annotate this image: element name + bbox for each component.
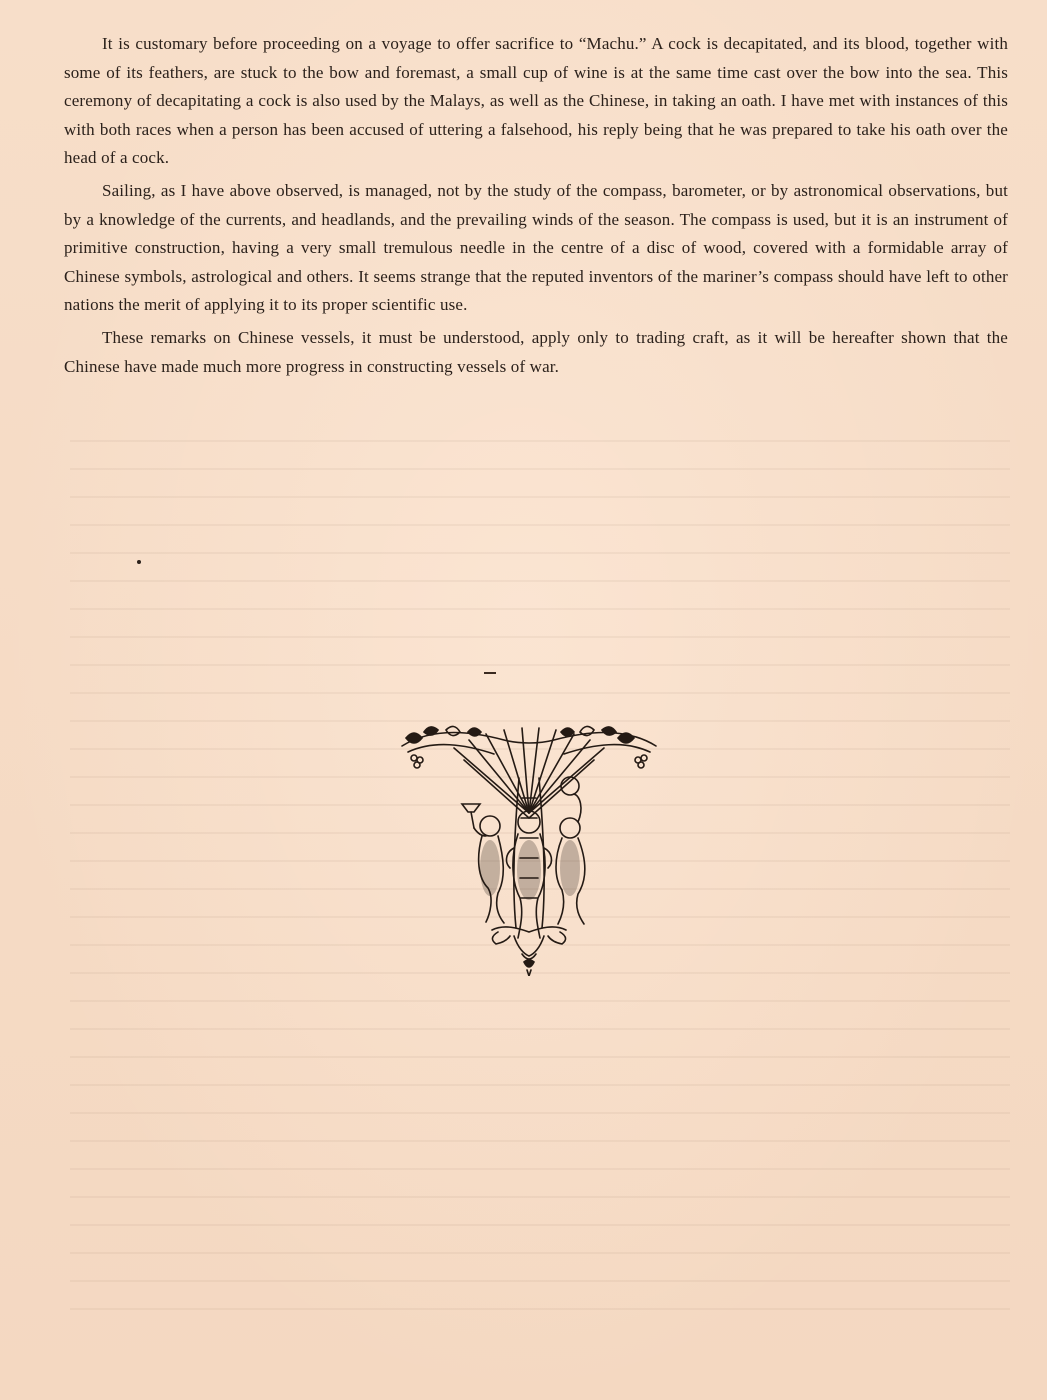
cherubs-wheat-tailpiece-icon (394, 718, 664, 976)
paragraph-machu-sacrifice: It is customary before proceeding on a voyage to offer sacrifice to “Machu.” A cock is decapitated, and its blood, together with some of its feathers, are stuck to the bow and foremast, a small cup of wine is at the same time cast over the bow into the sea. This ceremony of decapitating a cock is also used by the Malays, as well as the Chinese, in taking an oath. I have met with instances of this with both races when a person has been accused of uttering a falsehood, his reply being that he was prepared to take his oath over the head of a cock. (64, 34, 1008, 168)
body-text (64, 30, 1008, 385)
ink-mark (484, 672, 496, 674)
ink-speck (137, 560, 141, 564)
paragraph-sailing-compass: Sailing, as I have above observed, is managed, not by the study of the compass, barometer, or by astronomical observations, but by a knowledge of the currents, and headlands, and the prevailing winds of the season. The compass is used, but it is an instrument of primitive construction, having a very small tremulous needle in the centre of a disc of wood, covered with a formidable array of Chinese symbols, astrological and others. It seems strange that the reputed inventors of the mariner’s compass should have left to other nations the merit of applying it to its proper scientific use. (64, 180, 1008, 315)
paragraph-trading-craft: These remarks on Chinese vessels, it must be understood, apply only to trading craft, as it will be hereafter shown that the Chinese have made much more progress in constructing vessels of war. (64, 327, 1008, 376)
